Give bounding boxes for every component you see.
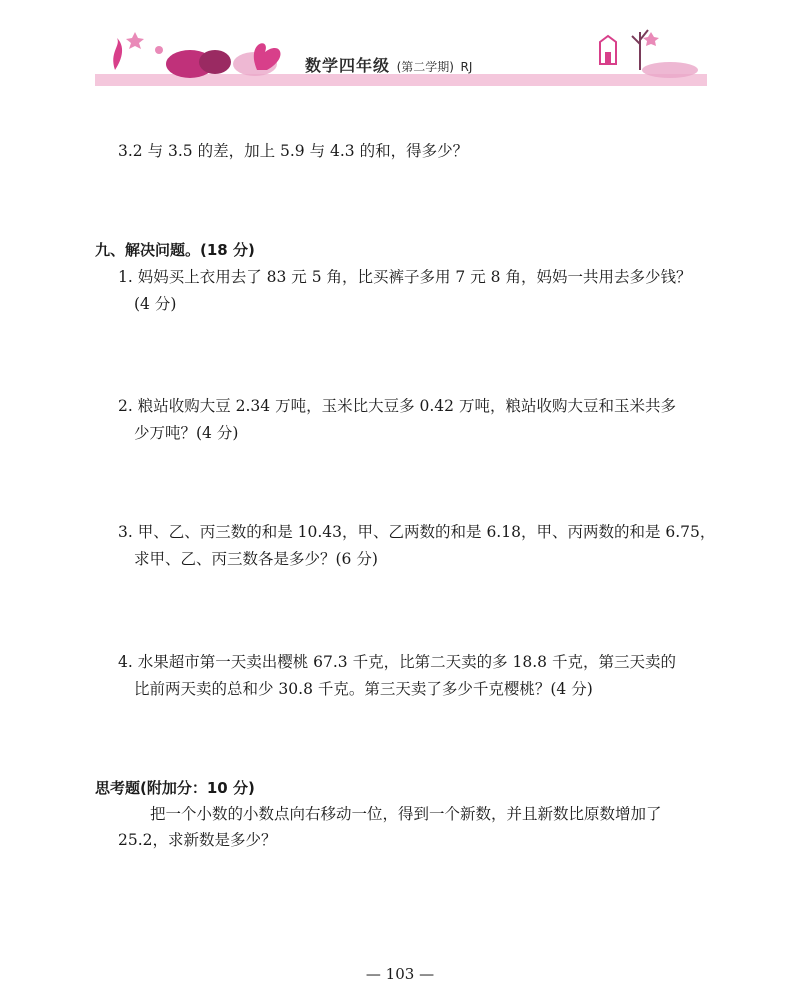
question-1-line-2: (4 分) [134,295,177,313]
bonus-line-1: 把一个小数的小数点向右移动一位，得到一个新数，并且新数比原数增加了 [150,805,662,823]
question-1-line-1: 1. 妈妈买上衣用去了 83 元 5 角，比买裤子多用 7 元 8 角，妈妈一共用去多少钱？ [118,268,692,286]
top-problem: 3.2 与 3.5 的差，加上 5.9 与 4.3 的和，得多少？ [118,142,469,160]
question-3-line-1: 3. 甲、乙、丙三数的和是 10.43，甲、乙两数的和是 6.18，甲、丙两数的和是 6.75， [118,523,716,541]
bonus-line-2: 25.2，求新数是多少？ [118,831,277,849]
dot-ornament [155,46,163,54]
page-header [95,12,707,88]
question-4-line-1: 4. 水果超市第一天卖出樱桃 67.3 千克，比第二天卖的多 18.8 千克，第三天卖的 [118,653,676,671]
section-9-title: 九、解决问题。(18 分) [95,241,255,259]
book-title-main: 数学四年级 [305,56,391,75]
bonus-title: 思考题(附加分：10 分) [95,779,255,797]
book-edition: RJ [460,60,473,74]
leaf-ornament-left [113,38,122,70]
header-decoration [95,12,707,88]
house-door [605,52,611,64]
book-semester: (第二学期) [396,60,454,74]
star-ornament [126,32,144,49]
tree-icon [632,30,648,70]
question-2-line-2: 少万吨？(4 分) [134,424,239,442]
question-3-line-2: 求甲、乙、丙三数各是多少？(6 分) [134,550,378,568]
page-number: — 103 — [365,965,435,983]
bush-ornament-dark [199,50,231,74]
question-4-line-2: 比前两天卖的总和少 30.8 千克。第三天卖了多少千克樱桃？(4 分) [134,680,593,698]
book-title [305,53,472,76]
cloud-ornament-right [642,62,698,78]
question-2-line-1: 2. 粮站收购大豆 2.34 万吨，玉米比大豆多 0.42 万吨，粮站收购大豆和玉米共多 [118,397,676,415]
